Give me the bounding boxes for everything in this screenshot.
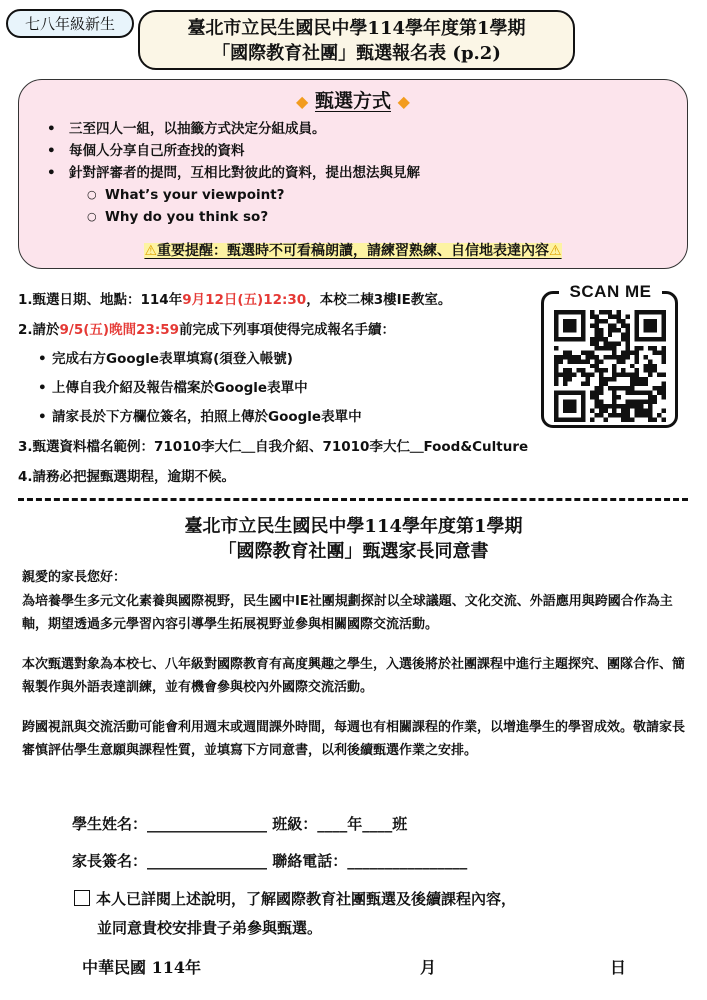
list-item: ○ Why do you think so? <box>57 206 420 228</box>
info-item-notice: 4.請務必把握甄選期程，逾期不候。 <box>18 469 236 485</box>
letter-paragraph: 為培養學生多元文化素養與國際視野，民生國中IE社團規劃探討以全球議題、文化交流、外語應用與跨國合作為主軸，期望透過多元學習內容引導學生拓展視野並參與相關國際交流活動。 <box>22 593 673 632</box>
warning-icon: ⚠ <box>549 243 562 259</box>
info-item-date: 1.甄選日期、地點：114年9月12日(五)12:30，本校二棟3樓IE教室。 <box>18 292 452 308</box>
consent-form-fields <box>72 806 467 880</box>
list-item: • 上傳自我介紹及報告檔案於Google表單中 <box>52 374 538 403</box>
parent-info-row[interactable]: 家長簽名：________________ 聯絡電話：________________ <box>72 852 468 870</box>
form-title-line1: 臺北市立民生國民中學114學年度第1學期 <box>187 18 526 39</box>
grade-tag: 七八年級新生 <box>6 9 134 38</box>
date-year: 中華民國 114年 <box>82 958 201 977</box>
diamond-icon: ◆ <box>296 92 309 111</box>
letter-paragraph: 本次甄選對象為本校七、八年級對國際教育有高度興趣之學生，入選後將於社團課程中進行主題探究、團隊合作、簡報製作與外語表達訓練，並有機會參與校內外國際交流活動。 <box>22 656 686 695</box>
diamond-icon: ◆ <box>397 92 410 111</box>
deadline-task-list <box>18 345 538 432</box>
student-info-row[interactable]: 學生姓名：________________ 班級：____年____班 <box>72 815 408 833</box>
scan-me-label: SCAN ME <box>559 281 662 303</box>
registration-info <box>18 285 538 492</box>
letter-paragraph: 跨國視訊與交流活動可能會利用週末或週間課外時間，每週也有相關課程的作業，以增進學生的學習成效。敬請家長審慎評估學生意願與課程性質，並填寫下方同意書，以利後續甄選作業之安排。 <box>22 719 686 758</box>
info-item-deadline: 2.請於9/5(五)晚間23:59前完成下列事項使得完成報名手續： <box>18 322 396 338</box>
consent-title <box>0 514 707 564</box>
list-item: ○ What’s your viewpoint? <box>57 184 420 206</box>
salutation: 親愛的家長您好： <box>22 570 127 585</box>
list-item: • 針對評審者的提問，互相比對彼此的資料，提出想法與見解 <box>57 162 420 184</box>
important-notice: ⚠重要提醒：甄選時不可看稿朗讀，請練習熟練、自信地表達內容⚠ <box>144 243 562 259</box>
date-day[interactable]: 日 <box>610 958 627 977</box>
form-title-line2: 「國際教育社團」甄選報名表 (p.2) <box>212 43 501 64</box>
selection-method-panel <box>18 79 688 269</box>
consent-title-line2: 「國際教育社團」甄選家長同意書 <box>218 541 489 562</box>
list-item: • 完成右方Google表單填寫(須登入帳號) <box>52 345 538 374</box>
form-title <box>138 10 575 70</box>
agree-checkbox[interactable] <box>74 890 90 906</box>
warning-icon: ⚠ <box>144 243 157 259</box>
list-item: • 請家長於下方欄位簽名，拍照上傳於Google表單中 <box>52 403 538 432</box>
date-month[interactable]: 月 <box>420 958 437 977</box>
agreement-statement: 本人已詳閱上述說明，了解國際教育社團甄選及後續課程內容， 並同意貴校安排貴子弟參與甄選。 <box>74 885 516 943</box>
list-item: • 三至四人一組，以抽籤方式決定分組成員。 <box>57 118 420 140</box>
info-item-filename: 3.甄選資料檔名範例：71010李大仁＿自我介紹、71010李大仁＿Food&Culture <box>18 439 529 455</box>
selection-method-list <box>57 118 420 228</box>
consent-title-line1: 臺北市立民生國民中學114學年度第1學期 <box>184 516 523 537</box>
consent-letter <box>22 566 692 763</box>
selection-method-heading: ◆ 甄選方式 ◆ <box>296 90 410 112</box>
cut-line <box>18 498 688 501</box>
list-item: • 每個人分享自己所查找的資料 <box>57 140 420 162</box>
qr-code-icon[interactable] <box>554 310 666 422</box>
